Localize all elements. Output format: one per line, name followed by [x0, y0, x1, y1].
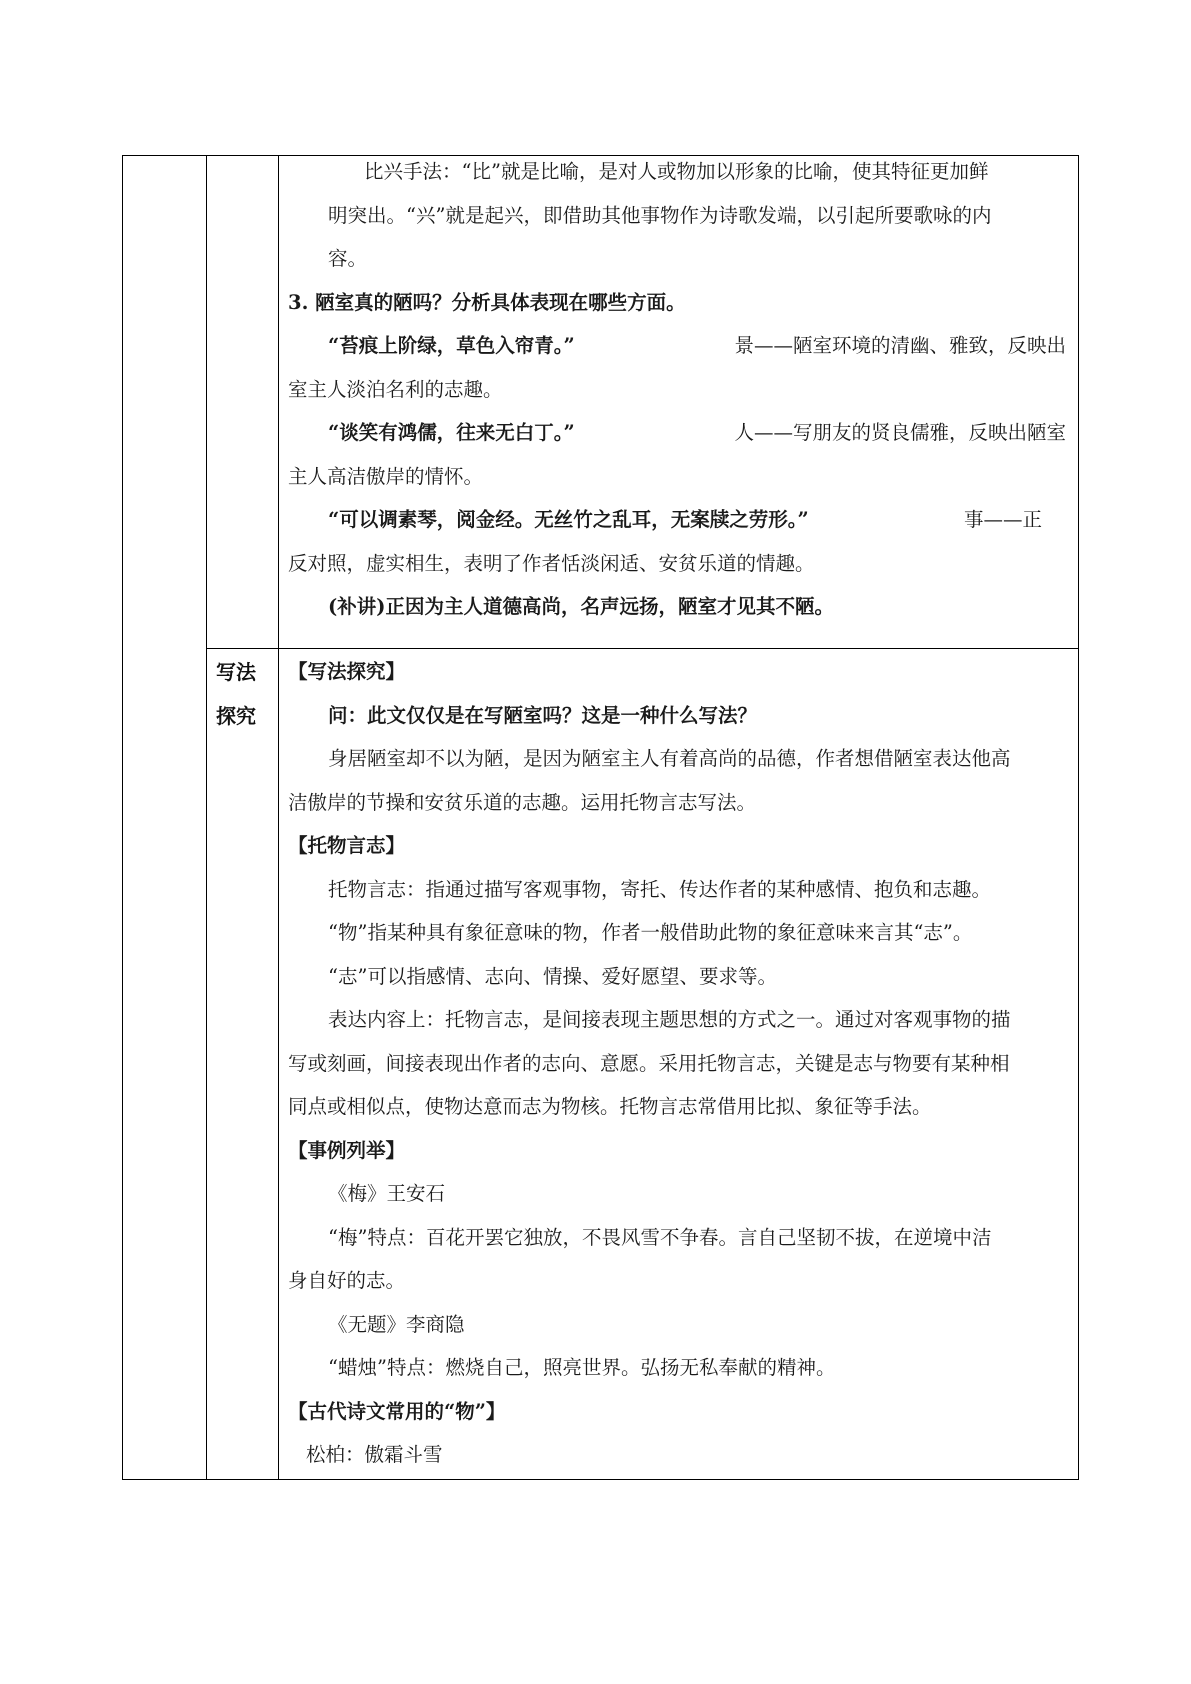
column-divider-2: [278, 155, 279, 1480]
paragraph-line: 比兴手法：“比”就是比喻，是对人或物加以形象的比喻，使其特征更加鲜: [364, 160, 989, 183]
subheading-gudai: 【古代诗文常用的“物”】: [288, 1399, 506, 1423]
analysis-text: 人——写朋友的贤良儒雅，反映出陋室: [734, 421, 1066, 444]
subheading-shili: 【事例列举】: [288, 1138, 406, 1162]
paragraph-line: 松柏：傲霜斗雪: [306, 1443, 443, 1466]
section-label: [216, 650, 272, 738]
section-label-line: 写法: [216, 660, 256, 684]
section-label-line: 探究: [216, 704, 256, 728]
analysis-text: 景——陋室环境的清幽、雅致，反映出: [734, 334, 1066, 357]
quote-row-1: [288, 324, 1066, 368]
quote-text: “苔痕上阶绿，草色入帘青。”: [328, 334, 575, 357]
question-heading: 3. 陋室真的陋吗？分析具体表现在哪些方面。: [288, 290, 686, 314]
analysis-continuation: 主人高洁傲岸的情怀。: [288, 464, 484, 488]
paragraph-line: 同点或相似点，使物达意而志为物核。托物言志常借用比拟、象征等手法。: [288, 1095, 932, 1118]
analysis-continuation: 室主人淡泊名利的志趣。: [288, 377, 503, 401]
quote-row-3: [288, 498, 1066, 542]
quote-row-2: [288, 411, 1066, 455]
paragraph-line: 容。: [328, 247, 368, 270]
paragraph-line: 身自好的志。: [288, 1269, 406, 1292]
quote-text: “谈笑有鸿儒，往来无白丁。”: [328, 421, 575, 444]
upper-section: [288, 150, 1066, 629]
analysis-text: 事——正: [963, 508, 1042, 531]
quote-text: “可以调素琴，阅金经。无丝竹之乱耳，无案牍之劳形。”: [328, 508, 809, 531]
subheading-xiefa: 【写法探究】: [288, 660, 406, 683]
column-divider-1: [206, 155, 207, 1480]
paragraph-line: 明突出。“兴”就是起兴，即借助其他事物作为诗歌发端，以引起所要歌咏的内: [328, 203, 992, 227]
paragraph-line: “蜡烛”特点：燃烧自己，照亮世界。弘扬无私奉献的精神。: [328, 1356, 836, 1379]
paragraph-line: 身居陋室却不以为陋，是因为陋室主人有着高尚的品德，作者想借陋室表达他高: [328, 747, 1011, 770]
example-title: 《无题》李商隐: [328, 1312, 465, 1336]
example-title: 《梅》王安石: [328, 1182, 446, 1205]
analysis-continuation: 反对照，虚实相生，表明了作者恬淡闲适、安贫乐道的情趣。: [288, 551, 815, 575]
supplement-note: (补讲)正因为主人道德高尚，名声远扬，陋室才见其不陋。: [328, 595, 834, 618]
paragraph-line: “志”可以指感情、志向、情操、爱好愿望、要求等。: [328, 964, 777, 988]
question-text: 问：此文仅仅是在写陋室吗？这是一种什么写法？: [328, 703, 758, 727]
paragraph-line: 洁傲岸的节操和安贫乐道的志趣。运用托物言志写法。: [288, 790, 757, 814]
paragraph-line: 托物言志：指通过描写客观事物，寄托、传达作者的某种感情、抱负和志趣。: [328, 877, 992, 901]
lower-section: [288, 650, 1066, 1477]
paragraph-line: “梅”特点：百花开罢它独放，不畏风雪不争春。言自己坚韧不拔，在逆境中洁: [328, 1225, 992, 1249]
subheading-tuowu: 【托物言志】: [288, 834, 406, 857]
paragraph-line: “物”指某种具有象征意味的物，作者一般借助此物的象征意味来言其“志”。: [328, 921, 973, 944]
paragraph-line: 写或刻画，间接表现出作者的志向、意愿。采用托物言志，关键是志与物要有某种相: [288, 1051, 1010, 1075]
paragraph-line: 表达内容上：托物言志，是间接表现主题思想的方式之一。通过对客观事物的描: [328, 1008, 1011, 1031]
row-divider: [206, 648, 1079, 649]
